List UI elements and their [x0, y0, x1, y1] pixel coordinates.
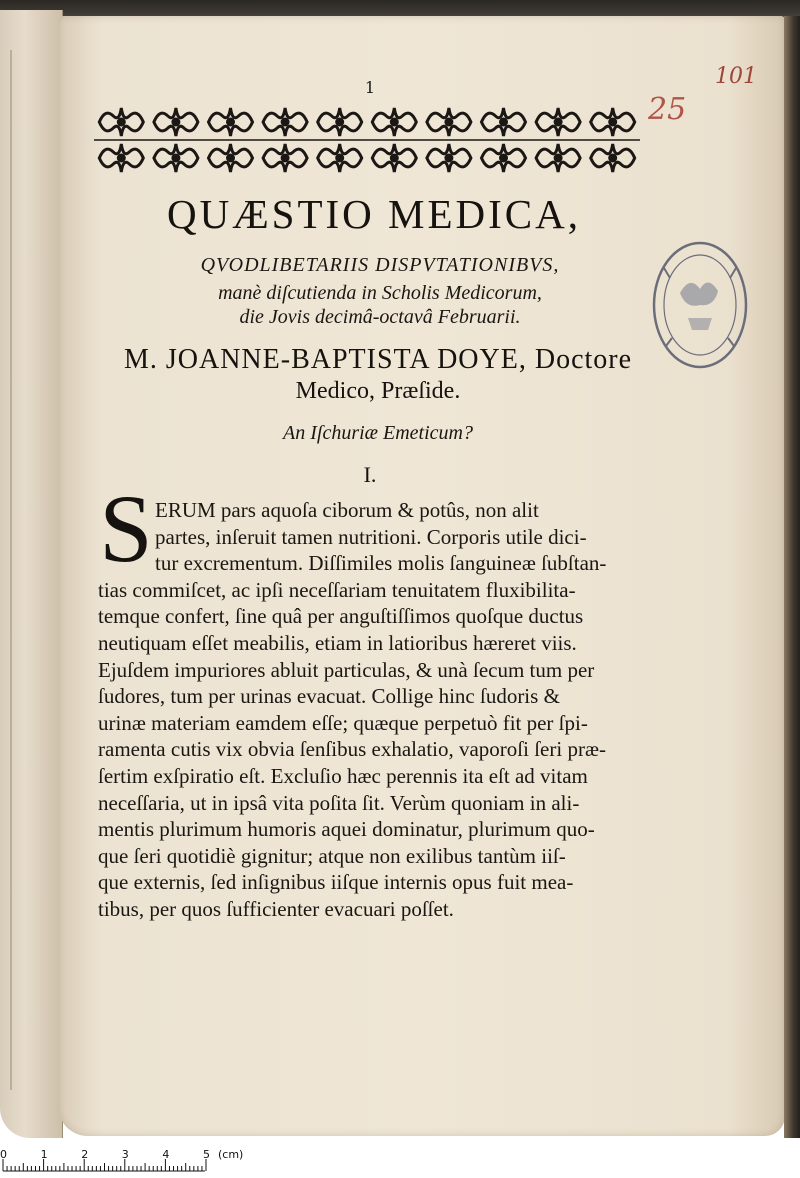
- paragraph-line: ſertim exſpiratio eſt. Excluſio hæc perennis ita eſt ad vitam: [98, 764, 588, 788]
- paragraph-line: mentis plurimum humoris aquei dominatur, plurimum quo-: [98, 817, 595, 842]
- fleuron-dot: [446, 155, 452, 161]
- ruler-label: 2: [81, 1148, 89, 1161]
- preses-line-2: Medico, Præſide.: [295, 378, 461, 404]
- subtitle-line-1: QVODLIBETARIIS DISPVTATIONIBVS,: [200, 254, 560, 276]
- folio-number: 101: [715, 64, 757, 89]
- page-number: 1: [364, 78, 376, 97]
- fleuron-dot: [555, 119, 561, 125]
- paragraph-line: que externis, ſed inſignibus iiſque internis opus fuit mea-: [98, 870, 574, 895]
- fleuron-dot: [501, 119, 507, 125]
- ruler-label: (cm): [218, 1148, 244, 1161]
- fleuron-dot: [337, 155, 343, 161]
- paragraph-line: urinæ materiam eamdem eſſe; quæque perpetuò fit per ſpi-: [98, 710, 588, 735]
- paragraph-line: temque confert, ſine quâ per anguſtiſſimos quoſque ductus: [98, 604, 584, 629]
- ruler-label: 3: [121, 1148, 129, 1161]
- ruler-label: 0: [0, 1148, 7, 1161]
- paragraph-line: Ejuſdem impuriores abluit particulas, & unà ſecum tum per: [98, 657, 595, 682]
- paragraph-line: tur excrementum. Diſſimiles molis ſanguineæ ſubſtan-: [155, 551, 607, 576]
- fleuron-dot: [282, 119, 288, 125]
- fleuron-dot: [501, 155, 507, 161]
- fleuron-dot: [173, 119, 179, 125]
- paragraph-line: que ſeri quotidiè gignitur; atque non exilibus tantùm iiſ-: [98, 843, 566, 868]
- question-heading: An Iſchuriæ Emeticum?: [283, 422, 473, 444]
- paragraph-line: ERUM pars aquoſa ciborum & potûs, non alit: [155, 498, 539, 522]
- scale-ruler: [0, 1138, 800, 1178]
- ruler-label: 4: [162, 1148, 170, 1161]
- fleuron-dot: [391, 119, 397, 125]
- paragraph-line: partes, inſeruit tamen nutritioni. Corporis utile dici-: [155, 524, 587, 549]
- paragraph-line: neutiquam eſſet meabilis, etiam in latioribus hæreret viis.: [98, 631, 577, 655]
- fleuron-dot: [228, 155, 234, 161]
- fleuron-dot: [118, 155, 124, 161]
- fleuron-dot: [610, 119, 616, 125]
- ruler-label: 5: [203, 1148, 210, 1161]
- fleuron-dot: [446, 119, 452, 125]
- drop-cap: S: [99, 475, 153, 582]
- subtitle-line-2: manè diſcutienda in Scholis Medicorum,: [218, 282, 542, 304]
- ruler-label: 1: [40, 1148, 48, 1161]
- fleuron-dot: [282, 155, 288, 161]
- fleuron-dot: [173, 155, 179, 161]
- subtitle-line-3: die Jovis decimâ-octavâ Februarii.: [239, 306, 521, 328]
- fleuron-dot: [391, 155, 397, 161]
- section-numeral: I.: [363, 462, 377, 487]
- paragraph-line: tibus, per quos ſufficienter evacuari poſſet.: [98, 897, 454, 921]
- paragraph-line: ſudores, tum per urinas evacuat. Collige hinc ſudoris &: [98, 684, 560, 709]
- fleuron-dot: [610, 155, 616, 161]
- fleuron-dot: [118, 119, 124, 125]
- fleuron-dot: [228, 119, 234, 125]
- paragraph-line: ramenta cutis vix obvia ſenſibus exhalatio, vaporoſi ſeri præ-: [98, 737, 606, 762]
- library-stamp-icon: [650, 238, 750, 372]
- page-title: QUÆSTIO MEDICA,: [167, 191, 581, 237]
- fleuron-border-icon: [94, 104, 640, 176]
- fleuron-dot: [337, 119, 343, 125]
- paragraph-line: tias commiſcet, ac ipſi neceſſariam tenuitatem fluxibilita-: [98, 577, 576, 602]
- fleuron-dot: [555, 155, 561, 161]
- handwritten-number: 25: [648, 92, 687, 127]
- paragraph-line: neceſſaria, ut in ipsâ vita poſita ſit. Verùm quoniam in ali-: [98, 790, 580, 815]
- preses-line-1: M. JOANNE-BAPTISTA DOYE, Doctore: [123, 344, 633, 375]
